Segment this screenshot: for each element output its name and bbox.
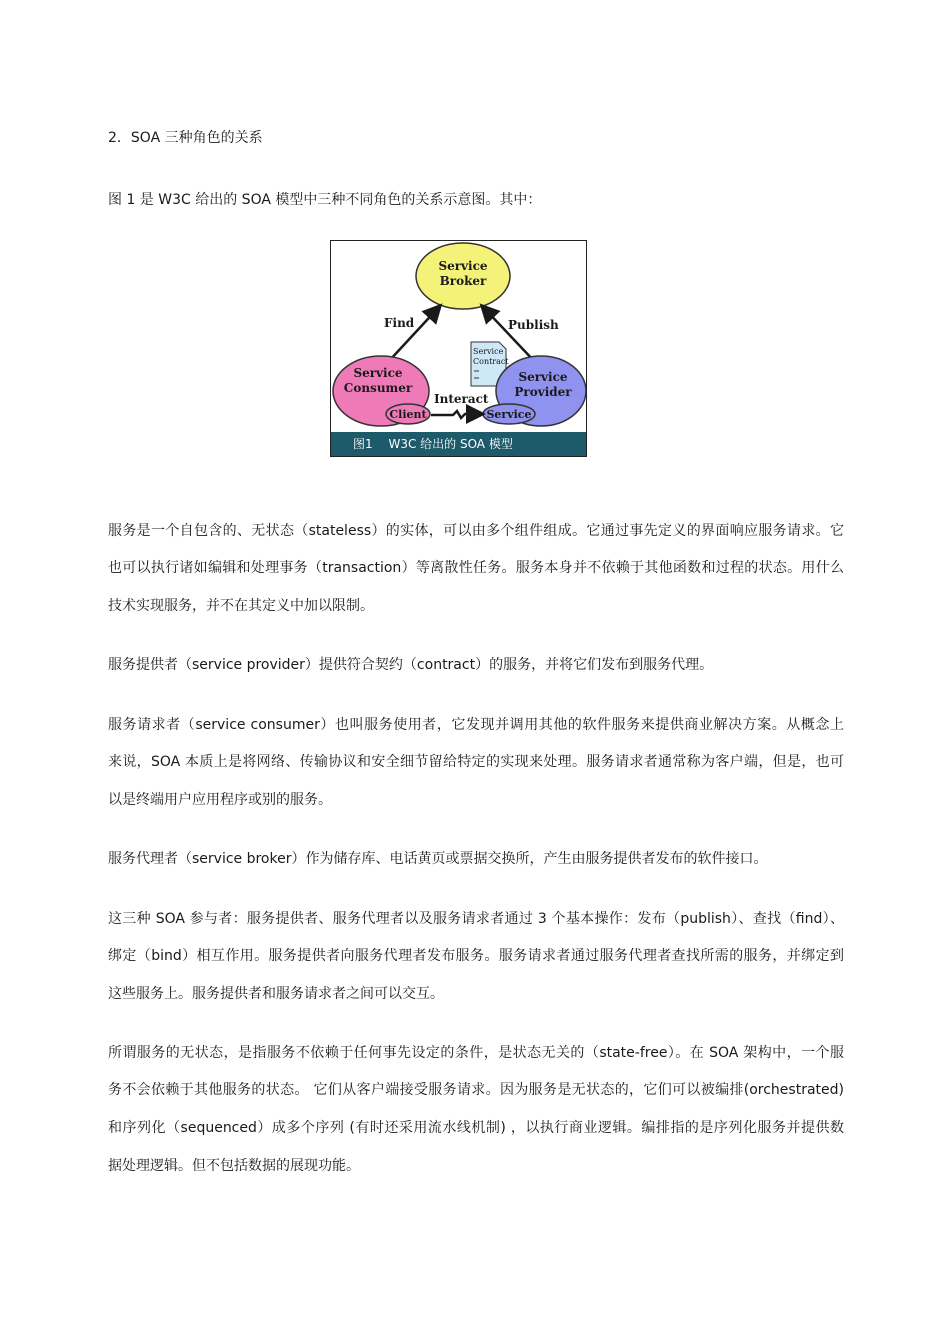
paragraph-line: 来说，SOA 本质上是将网络、传输协议和安全细节留给特定的实现来处理。服务请求者通常称为客户端，但是，也可: [108, 754, 844, 770]
provider-label-1: Service: [518, 370, 568, 384]
consumer-label-2: Consumer: [343, 381, 413, 395]
publish-label: Publish: [508, 318, 559, 332]
paragraph-line: 务不会依赖于其他服务的状态。 它们从客户端接受服务请求。因为服务是无状态的，它们可以被编排(orchestrated): [108, 1082, 844, 1098]
paragraph-line: 服务是一个自包含的、无状态（stateless）的实体，可以由多个组件组成。它通过事先定义的界面响应服务请求。它: [108, 523, 844, 539]
paragraph-line: 据处理逻辑。但不包括数据的展现功能。: [108, 1158, 360, 1174]
interact-arrow: [431, 411, 481, 418]
broker-label-2: Broker: [439, 274, 487, 288]
provider-label-2: Provider: [514, 385, 572, 399]
paragraph-line: 所谓服务的无状态，是指服务不依赖于任何事先设定的条件，是状态无关的（state-free）。在 SOA 架构中，一个服: [108, 1045, 844, 1061]
paragraph-line: 和序列化（sequenced）成多个序列 (有时还采用流水线机制) ，以执行商业逻辑。编排指的是序列化服务并提供数: [108, 1120, 844, 1136]
broker-label-1: Service: [438, 259, 488, 273]
section-heading: 2．SOA 三种角色的关系: [108, 130, 263, 146]
paragraph-line: 这些服务上。服务提供者和服务请求者之间可以交互。: [108, 986, 444, 1002]
contract-label-1: Service: [473, 347, 504, 356]
consumer-label-1: Service: [353, 366, 403, 380]
client-label: Client: [389, 408, 427, 421]
paragraph-line: 以是终端用户应用程序或别的服务。: [108, 792, 332, 808]
interact-label: Interact: [434, 392, 489, 406]
intro-text: 图 1 是 W3C 给出的 SOA 模型中三种不同角色的关系示意图。其中：: [108, 192, 542, 208]
contract-label-2: Contract: [473, 357, 509, 366]
paragraph-line: 技术实现服务，并不在其定义中加以限制。: [108, 598, 374, 614]
service-label: Service: [486, 408, 532, 421]
paragraph-line: 也可以执行诸如编辑和处理事务（transaction）等离散性任务。服务本身并不依赖于其他函数和过程的状态。用什么: [108, 560, 844, 576]
figure-caption: 图1 W3C 给出的 SOA 模型: [353, 437, 513, 451]
find-label: Find: [384, 316, 415, 330]
paragraph-line: 绑定（bind）相互作用。服务提供者向服务代理者发布服务。服务请求者通过服务代理者查找所需的服务，并绑定到: [108, 948, 844, 964]
paragraph-line: 服务请求者（service consumer）也叫服务使用者，它发现并调用其他的软件服务来提供商业解决方案。从概念上: [108, 717, 844, 733]
soa-diagram: [331, 241, 586, 456]
paragraph-line: 服务提供者（service provider）提供符合契约（contract）的服务，并将它们发布到服务代理。: [108, 657, 714, 673]
paragraph-line: 服务代理者（service broker）作为储存库、电话黄页或票据交换所，产生由服务提供者发布的软件接口。: [108, 851, 768, 867]
paragraph-line: 这三种 SOA 参与者：服务提供者、服务代理者以及服务请求者通过 3 个基本操作：发布（publish）、查找（find）、: [108, 911, 844, 927]
soa-model-figure: [330, 240, 587, 457]
